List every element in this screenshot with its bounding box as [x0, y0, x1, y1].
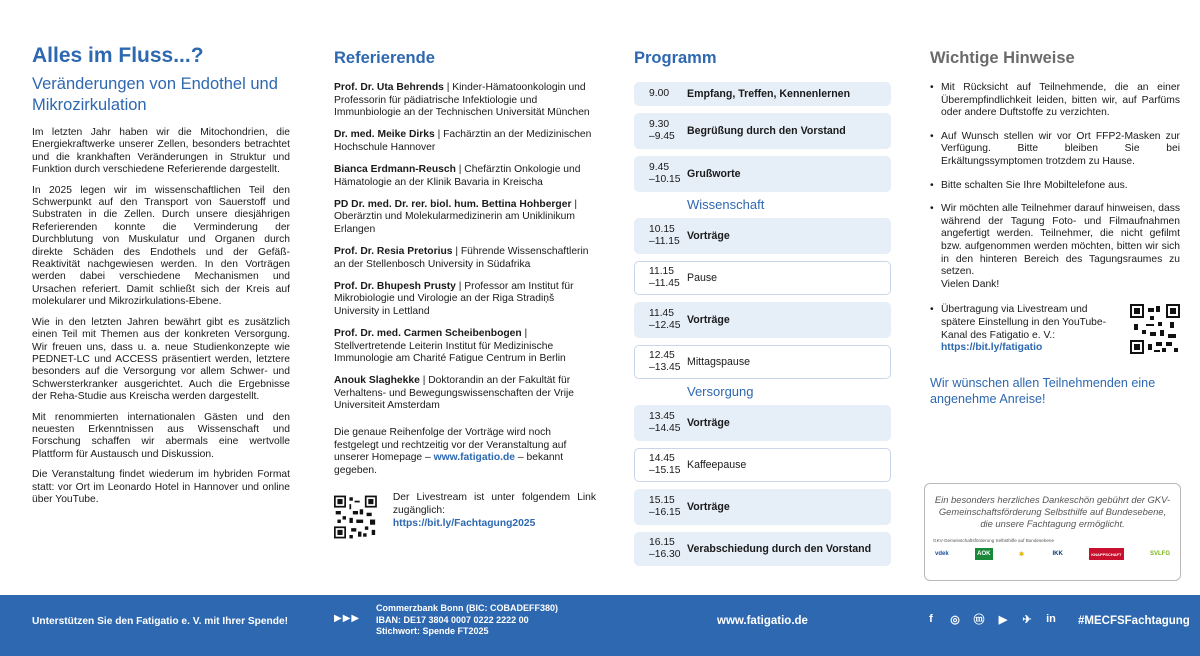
program-item	[634, 405, 891, 441]
program-item	[634, 489, 891, 525]
intro-paragraph: Wie in den letzten Jahren bewährt gibt es zusätzlich einen Teil mit Themen aus der konkreten Versorgung. Wir freuen uns, dass u. a. neue Studienkonzepte wie PEDNET-LC und ACCESS präsentiert werden, letztere besonders auf die Versorgung vor allem Schwer- und Schwersterkranker ausgerichtet. Auch die Ergebnisse der Reha-Studie aus Kreischa werden dargestellt.	[32, 316, 290, 403]
note-thanks: Vielen Dank!	[941, 278, 1000, 290]
homepage-link[interactable]: www.fatigatio.de	[433, 452, 516, 464]
program-item	[634, 532, 891, 566]
speakers-column	[334, 48, 596, 542]
intro-paragraph: Mit renommierten internationalen Gästen und den neuesten Erkenntnissen aus Wissenschaft und Forschung schaffen wir abermals eine wertvolle Plattform für Austausch und Diskussion.	[32, 411, 290, 460]
program-item	[634, 261, 891, 295]
note-photo-text: Wir möchten alle Teilnehmer darauf hinweisen, dass während der Tagung Foto- und Filmaufnahmen angefertigt werden. Teilnehmer, die nicht gefilmt bzw. aufgenommen werden möchten, bitten wir sich in den hinteren Bereich des Tagungsraumes zu setzen.	[941, 203, 1180, 278]
program-section-versorgung: Versorgung	[687, 384, 754, 399]
program-time: 9.45 –10.15	[649, 161, 681, 185]
linkedin-icon[interactable]: in	[1046, 613, 1056, 625]
program-time: 9.00	[649, 87, 670, 99]
speaker-entry	[334, 246, 596, 271]
program-title: Vorträge	[687, 501, 730, 513]
program-time: 11.15 –11.45	[649, 265, 680, 289]
livestream-label: Der Livestream ist unter folgendem Link zugänglich:	[392, 492, 596, 516]
sponsor-caption: GKV-Gemeinschaftsförderung Selbsthilfe auf Bundesebene	[933, 538, 1055, 544]
program-title: Vorträge	[687, 314, 730, 326]
speaker-name: Anouk Slaghekke	[334, 375, 420, 387]
schedule-note-text-end: – bekannt gegeben.	[334, 452, 564, 476]
notes-column	[930, 48, 1180, 407]
schedule-note-text: Die genaue Reihenfolge der Vorträge wird noch festgelegt und rechtzeitig vor der Veranstaltung auf unserer Homepage –	[334, 426, 567, 464]
speaker-name: Prof. Dr. Uta Behrends	[334, 82, 444, 93]
speaker-entry	[334, 199, 596, 237]
arrows-icon: ▶▶▶	[334, 613, 361, 624]
program-title: Grußworte	[687, 168, 741, 180]
intro-paragraph: In 2025 legen wir im wissenschaftlichen Teil den Schwerpunkt auf den Transport von Sauerstoff und Substraten in die Zellen. Durch unsere diesjährigen Referierenden konnte die Verminderung der Durchblutung von Muskulatur und Organen durch direkte Schäden des Endothels und der Gefäß-Reaktivität nachgewiesen werden. In den Vorträgen werden dabei verschiedene Mechanismen und Ursachen referiert. Damit schließt sich der Kreis auf molekularer und Mikrozirkulations-Ebene.	[32, 184, 290, 308]
qr-code-icon[interactable]	[1130, 304, 1180, 354]
note-item	[930, 203, 1180, 291]
speaker-name: Prof. Dr. Bhupesh Prusty	[334, 280, 456, 292]
intro-paragraph: Die Veranstaltung findet wiederum im hybriden Format statt: vor Ort im Leonardo Hotel in Hannover und online über YouTube.	[32, 469, 290, 505]
program-time: 13.45 –14.45	[649, 410, 681, 434]
speaker-description: | Oberärztin und Molekularmedizinerin am Uniklinikum Erlangen	[334, 198, 577, 235]
program-title: Mittagspause	[687, 356, 751, 368]
speakers-heading: Referierende	[334, 49, 435, 67]
program-time: 15.15 –16.15	[649, 494, 681, 518]
program-time: 9.30 –9.45	[649, 118, 675, 142]
program-column	[634, 48, 891, 573]
livestream-link[interactable]: https://bit.ly/Fachtagung2025	[392, 517, 536, 529]
donation-call: Unterstützen Sie den Fatigatio e. V. mit Ihrer Spende!	[32, 616, 289, 627]
livestream-text	[393, 492, 596, 530]
page-title: Alles im Fluss...?	[32, 44, 204, 67]
sponsor-logo: IKK	[1052, 551, 1063, 558]
program-title: Empfang, Treffen, Kennenlernen	[687, 88, 851, 100]
social-icons	[924, 612, 1058, 626]
program-title: Begrüßung durch den Vorstand	[687, 125, 846, 137]
sponsor-logo: ✱	[1018, 551, 1024, 558]
program-title: Kaffeepause	[687, 459, 747, 471]
program-heading: Programm	[634, 49, 717, 67]
sponsor-thanks-text: Ein besonders herzliches Dankeschön gebührt der GKV-Gemeinschaftsförderung Selbsthilfe auf Bundesebene, die unsere Fachtagung ermöglicht.	[934, 494, 1171, 529]
notes-list	[930, 82, 1180, 355]
facebook-icon[interactable]: f	[929, 613, 933, 625]
speaker-name: Prof. Dr. Resia Pretorius	[334, 245, 453, 257]
notes-heading: Wichtige Hinweise	[930, 49, 1075, 67]
speaker-description: | Doktorandin an der Fakultät für Verhaltens- und Bewegungswissenschaften der Vrije Universiteit Amsterdam	[334, 375, 575, 412]
program-time: 12.45 –13.45	[649, 349, 681, 373]
bluesky-icon[interactable]: ✈	[1022, 613, 1032, 626]
program-title: Pause	[687, 272, 718, 284]
program-item	[634, 448, 891, 482]
qr-code-icon[interactable]	[334, 492, 377, 542]
bank-name: Commerzbank Bonn (BIC: COBADEFF380)	[376, 603, 559, 613]
speaker-name: PD Dr. med. Dr. rer. biol. hum. Bettina Hohberger	[334, 198, 572, 210]
youtube-link[interactable]: https://bit.ly/fatigatio	[941, 342, 1043, 354]
speaker-entry	[334, 82, 596, 120]
sponsor-logos	[933, 548, 1172, 560]
instagram-icon[interactable]: ◎	[950, 613, 960, 626]
intro-column	[32, 44, 290, 514]
bank-details	[376, 603, 558, 638]
speaker-entry	[334, 328, 596, 366]
speaker-name: Prof. Dr. med. Carmen Scheibenbogen	[334, 327, 522, 339]
footer-bar	[0, 595, 1200, 656]
speaker-list	[334, 82, 596, 413]
program-block	[634, 218, 891, 379]
mastodon-icon[interactable]: ⓜ	[973, 614, 985, 626]
bank-iban: IBAN: DE17 3804 0007 0222 2222 00	[376, 614, 529, 625]
speaker-entry	[334, 164, 596, 189]
program-block	[634, 405, 891, 566]
sponsor-box	[924, 483, 1181, 581]
program-title: Verabschiedung durch den Vorstand	[687, 543, 872, 555]
livestream-note-text: Übertragung via Livestream und spätere Einstellung in den YouTube-Kanal des Fatigatio e. V.:	[941, 304, 1107, 341]
note-item: • Auf Wunsch stellen wir vor Ort FFP2-Masken zur Verfügung. Bitte bleiben Sie bei Erkältungssymptomen trotzdem zu Hause.	[930, 131, 1180, 169]
livestream-info	[334, 492, 596, 542]
program-time: 11.45 –12.45	[649, 307, 681, 331]
livestream-note	[941, 304, 1120, 354]
sponsor-logo: AOK	[975, 548, 992, 560]
speaker-description: | Professor am Institut für Mikrobiologie und Virologie an der Riga Stradiņš University in Lettland	[334, 280, 574, 317]
speaker-entry	[334, 281, 596, 319]
program-title: Vorträge	[687, 417, 730, 429]
note-item-livestream	[930, 304, 1180, 354]
program-block	[634, 82, 891, 192]
hashtag: #MECFSFachtagung	[1078, 615, 1190, 627]
speaker-description: | Chefärztin Onkologie und Hämatologie an der Klinik Bavaria in Kreischa	[334, 163, 581, 188]
program-time: 14.45 –15.15	[649, 452, 681, 476]
program-item	[634, 302, 891, 338]
speaker-entry	[334, 129, 596, 154]
sponsor-logo: KNAPPSCHAFT	[1089, 548, 1123, 560]
program-time: 16.15 –16.30	[649, 536, 681, 560]
program-item	[634, 113, 891, 149]
sponsor-logo: vdek	[935, 551, 949, 558]
speaker-entry	[334, 375, 596, 413]
speaker-name: Bianca Erdmann-Reusch	[334, 163, 456, 175]
speaker-description: | Führende Wissenschaftlerin an der Stellenbosch University in Südafrika	[334, 245, 589, 270]
footer-website-link[interactable]: www.fatigatio.de	[717, 615, 808, 627]
program-item	[634, 345, 891, 379]
program-title: Vorträge	[687, 230, 730, 242]
program-item	[634, 218, 891, 254]
program-item	[634, 156, 891, 192]
program-section-wissenschaft: Wissenschaft	[687, 197, 765, 212]
bank-keyword: Stichwort: Spende FT2025	[376, 626, 489, 636]
youtube-icon[interactable]: ▶	[998, 613, 1008, 626]
farewell-message: Wir wünschen allen Teilnehmenden eine angenehme Anreise!	[930, 375, 1156, 406]
speaker-description: | Fachärztin an der Medizinischen Hochschule Hannover	[334, 129, 592, 153]
sponsor-logo: SVLFG	[1149, 551, 1170, 558]
speaker-name: Dr. med. Meike Dirks	[334, 129, 435, 141]
intro-paragraph: Im letzten Jahr haben wir die Mitochondrien, die Energiekraftwerke unserer Zellen, besonders betrachtet und die krankhaften Veränderungen in Struktur und Funktion durch verschiedene Referierende dargestellt.	[32, 127, 290, 176]
speaker-description: | Kinder-Hämatoonkologin und Professorin für pädiatrische Infektiologie und Immunbiologie an der Technischen Universität München	[334, 82, 590, 119]
note-item: • Mit Rücksicht auf Teilnehmende, die an einer Überempfindlichkeit leiden, bitten wir, auf Parfüms oder andere Duftstoffe zu verzichten.	[930, 82, 1180, 120]
speaker-description: | Stellvertretende Leiterin Institut für Medizinische Immunologie am Charité Fatigue Centrum in Berlin	[334, 327, 566, 365]
schedule-note	[334, 427, 596, 477]
program-item	[634, 82, 891, 106]
program-time: 10.15 –11.15	[649, 223, 680, 247]
note-item: • Bitte schalten Sie Ihre Mobiltelefone aus.	[930, 180, 1180, 193]
page-subtitle: Veränderungen von Endothel und Mikrozirkulation	[32, 75, 278, 114]
